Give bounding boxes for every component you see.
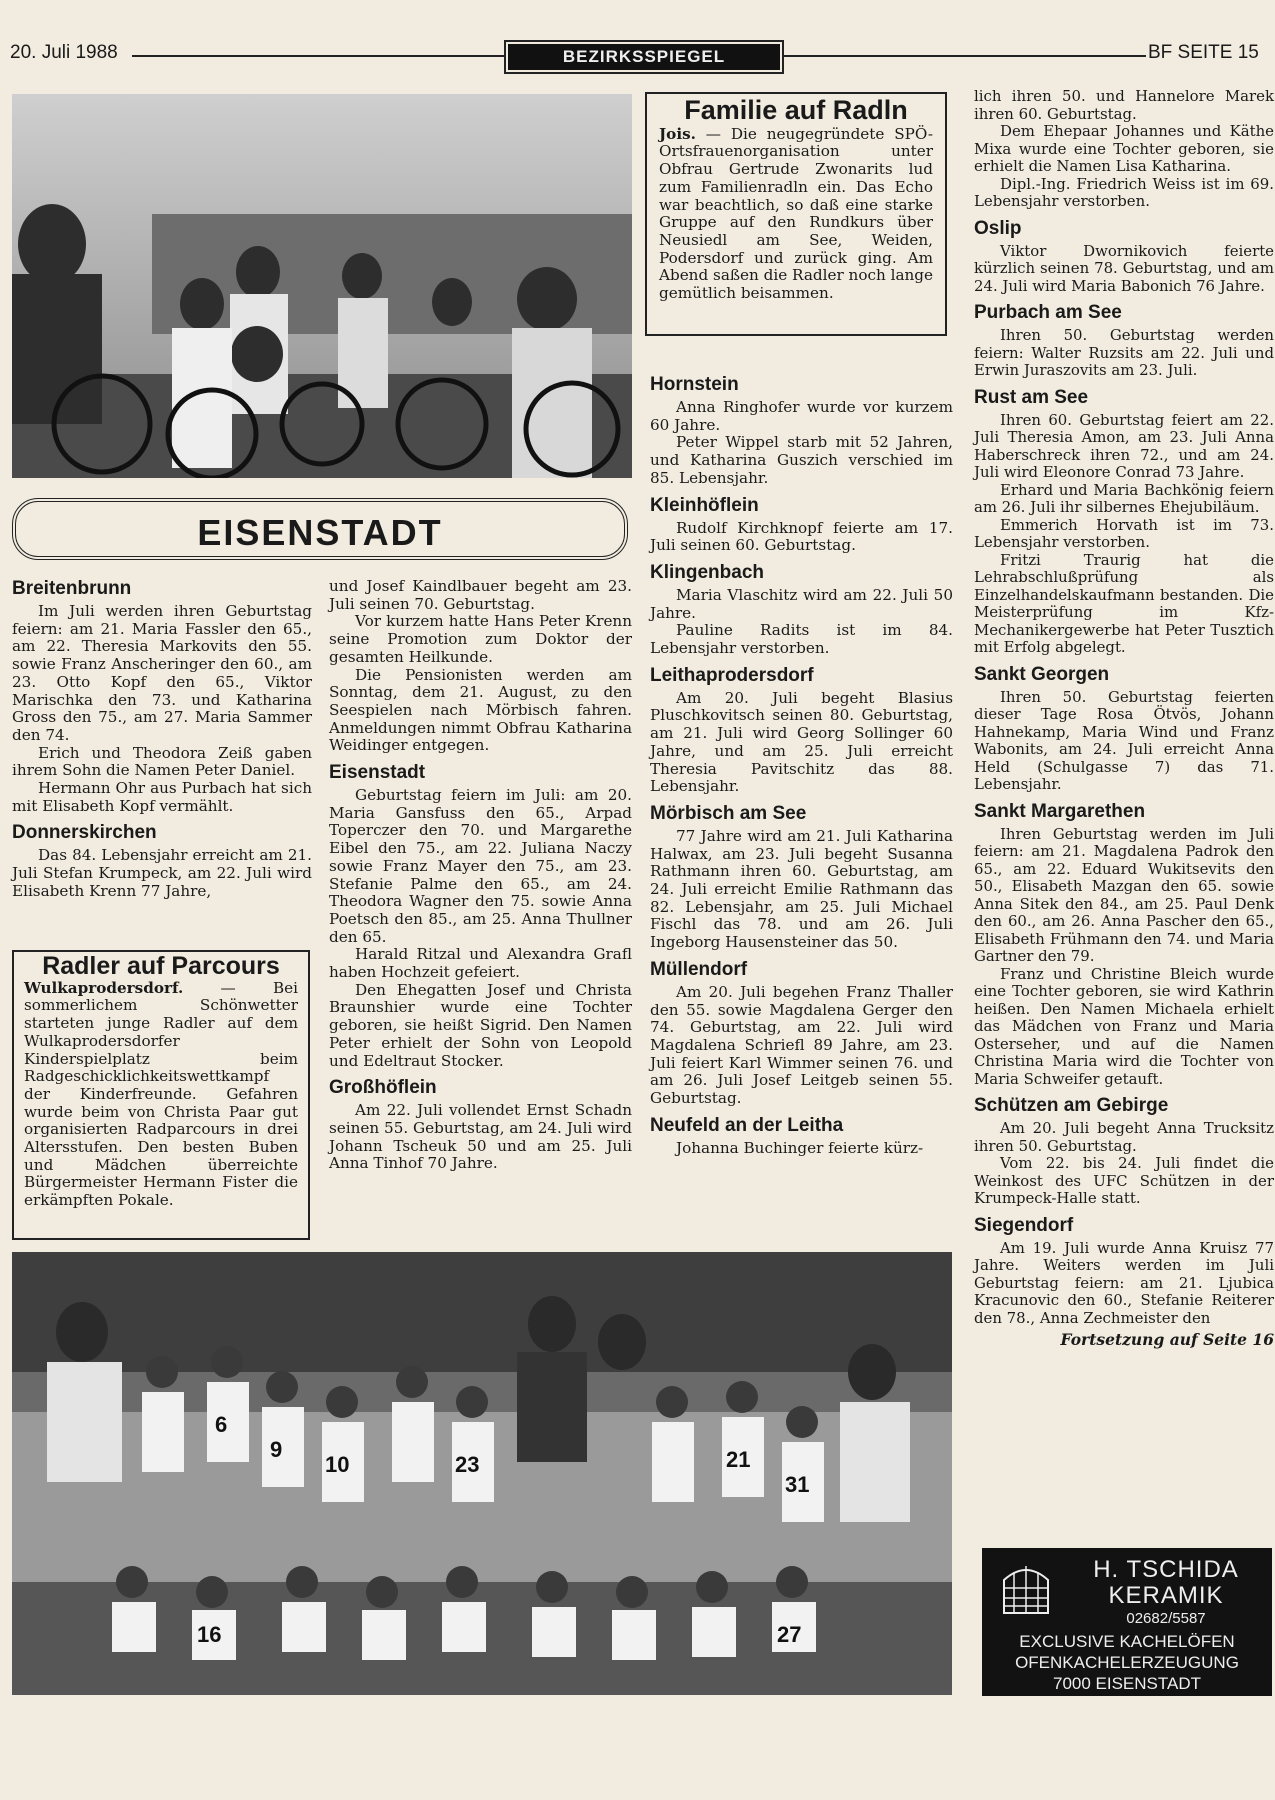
paragraph: Anna Ringhofer wurde vor kurzem 60 Jahre. [650,398,953,434]
paragraph: Erhard und Maria Bachkönig feiern am 26. Juli ihr silbernes Ehejubiläum. [974,480,1274,516]
cyclists-photo-graphic [12,94,632,478]
body-text: — Die neugegründete SPÖ-Ortsfrauenorganisation unter Obfrau Gertrude Zwonarits lud zum Familienradln ein. Das Echo war beachtlich, so daß eine starke Gruppe auf den Rundkurs über Neusiedl am See, Weiden, Podersdorf und zurück ging. Am Abend saßen die Radler noch lange gemütlich beisammen. [659,124,933,303]
locality-heading: Donnerskirchen [12,822,157,844]
ad-line-1: EXCLUSIVE KACHELÖFEN [1019,1632,1235,1651]
locality-heading: Purbach am See [974,302,1122,323]
paragraph: Am 20. Juli begehen Franz Thaller den 55. sowie Magdalena Gerger den 74. Geburtstag, am 22. Juli wird Magdalena Schriefl 89 Jahre, am 23. Juli feiert Karl Wimmer seinen 76. und am 26. Juli Josef Leitgeb seinen 55. Geburtstag. [650,982,953,1108]
paragraph: Ihren 60. Geburtstag feiert am 22. Juli Theresia Amon, am 23. Juli Anna Haberschreck ihren 72., und am 24. Juli wird Eleonore Conrad 73 Jahre. [974,410,1274,481]
locality-heading: Klingenbach [650,561,765,583]
page-date: 20. Juli 1988 [10,42,118,63]
locality-heading: Mörbisch am See [650,802,807,824]
locality-heading: Schützen am Gebirge [974,1095,1169,1116]
paragraph: lich ihren 50. und Hannelore Marek ihren 60. Geburtstag. [974,87,1274,123]
locality-heading: Sankt Georgen [974,663,1110,685]
paragraph: Am 20. Juli begeht Blasius Pluschkovitsch seinen 80. Geburtstag, am 21. Juli wird Georg Sollinger 60 Jahre, und am 25. Juli erreicht Theresia Pavitschitz das 88. Lebensjahr. [650,688,953,796]
column-2 [329,578,632,1173]
bib-number: 27 [777,1622,802,1647]
paragraph: Hermann Ohr aus Purbach hat sich mit Elisabeth Kopf vermählt. [12,779,312,815]
region-banner: EISENSTADT [12,498,628,560]
ad-company-name: H. TSCHIDA [1093,1556,1239,1583]
paragraph: Fritzi Traurig hat die Lehrabschlußprüfung als Einzelhandelskaufmann bestanden. Die Meisterprüfung im Kfz-Mechanikergewerbe hat Peter Tusztich mit Erfolg abgelegt. [974,550,1274,656]
paragraph: Geburtstag feiern im Juli: am 20. Maria Gansfuss den 65., Arpad Toperczer den 70. und Margarethe Eibel den 75., am 22. Juliana Naczy sowie Franz Mayer den 75., am 23. Stefanie Palme den 65., am 24. Theodora Wagner den 75. sowie Anna Poetsch den 85., am 25. Anna Thullner den 65. [329,786,632,946]
children-group-photo [12,1252,952,1695]
locality-heading: Müllendorf [650,958,748,980]
bib-number: 21 [726,1447,751,1472]
paragraph: Ihren 50. Geburtstag feierten dieser Tage Rosa Ötvös, Johann Hahnekamp, Maria Wind und Franz Wabonits, am 24. Juli erreicht Anna Held (Schulgasse 7) das 71. Lebensjahr. [974,687,1274,793]
paragraph: Harald Ritzal und Alexandra Grafl haben Hochzeit gefeiert. [329,945,632,982]
locality-heading: Rust am See [974,386,1089,408]
article-title: Radler auf Parcours [42,952,280,980]
paragraph: Erich und Theodora Zeiß gaben ihrem Sohn die Namen Peter Daniel. [12,743,312,780]
tiled-stove-icon [996,1558,1056,1618]
section-title: BEZIRKSSPIEGEL [508,44,780,70]
paragraph: Peter Wippel starb mit 52 Jahren, und Katharina Guszich verschied im 85. Lebensjahr. [650,433,953,487]
paragraph: Am 20. Juli begeht Anna Trucksitz ihren 50. Geburtstag. [974,1119,1274,1155]
section-badge [504,40,784,74]
paragraph: Rudolf Kirchknopf feierte am 17. Juli seinen 60. Geburtstag. [650,518,953,555]
advertisement-tschida-keramik [982,1548,1272,1696]
paragraph: Ihren 50. Geburtstag werden feiern: Walter Ruzsits am 22. Juli und Erwin Juraszovits am 23. Juli. [974,326,1274,379]
bib-number: 23 [455,1452,480,1477]
column-1 [12,578,312,901]
article-radler-auf-parcours [12,950,310,1240]
article-body [24,980,298,1210]
ad-company-subtitle: KERAMIK [1108,1582,1224,1609]
paragraph: Den Ehegatten Josef und Christa Braunshier wurde eine Tochter geboren, sie heißt Sigrid. Den Namen Peter erhielt der Sohn von Leopold und Edeltraut Stocker. [329,980,632,1070]
paragraph: Ihren Geburtstag werden im Juli feiern: am 21. Magdalena Padrok den 65., am 22. Eduard Wukitsevits den 50., Elisabeth Mazgan den 65. sowie Anna Sitek den 84., am 25. Paul Denk den 60., am 26. Anna Pascher den 65., Elisabeth Frühmann den 74. und Maria Gartner den 79. [974,824,1274,965]
paragraph: Emmerich Horvath ist im 73. Lebensjahr verstorben. [974,515,1274,551]
paragraph: und Josef Kaindlbauer begeht am 23. Juli seinen 70. Geburtstag. [329,577,632,613]
dateline: Wulkaprodersdorf. [24,978,184,997]
locality-heading: Großhöflein [329,1077,437,1099]
article-body [659,126,933,303]
ad-line-3: 7000 EISENSTADT [1052,1674,1202,1693]
article-familie-auf-radln [645,92,947,336]
paragraph: Vor kurzem hatte Hans Peter Krenn seine Promotion zum Doktor der gesamten Heilkunde. [329,612,632,666]
header-rule-left [132,55,504,57]
locality-heading: Hornstein [650,374,739,395]
bib-number: 10 [325,1452,350,1477]
page-number: BF SEITE 15 [1148,42,1259,63]
header-rule-right [784,55,1146,57]
paragraph: Dem Ehepaar Johannes und Käthe Mixa wurde eine Tochter geboren, sie erhielt die Namen Lisa Katharina. [974,122,1274,175]
locality-heading: Siegendorf [974,1214,1074,1236]
locality-heading: Leithaprodersdorf [650,664,814,686]
locality-heading: Neufeld an der Leitha [650,1114,844,1136]
article-title: Familie auf Radln [684,95,908,125]
bib-number: 6 [215,1412,228,1437]
ad-phone: 02682/5587 [1126,1610,1206,1627]
bib-number: 9 [270,1437,283,1462]
paragraph: Viktor Dwornikovich feierte kürzlich seinen 78. Geburtstag, und am 24. Juli wird Maria Babonich 76 Jahre. [974,241,1274,295]
locality-heading: Sankt Margarethen [974,800,1146,822]
bib-number: 16 [197,1622,222,1647]
paragraph: Maria Vlaschitz wird am 22. Juli 50 Jahre. [650,585,953,622]
paragraph: Pauline Radits ist im 84. Lebensjahr verstorben. [650,621,953,658]
dateline: Jois. [659,124,696,143]
paragraph: Das 84. Lebensjahr erreicht am 21. Juli Stefan Krumpeck, am 22. Juli wird Elisabeth Krenn 77 Jahre, [12,846,312,900]
body-text: — Bei sommerlichem Schönwetter starteten junge Radler auf dem Wulkaprodersdorfer Kinderspielplatz beim Radgeschicklichkeitswettkampf der Kinderfreunde. Gefahren wurde beim von Christa Paar gut organisierten Radparcours in drei Altersstufen. Den besten Buben und Mädchen überreichte Bürgermeister Hermann Fister die erkämpften Pokale. [24,978,298,1210]
locality-heading: Oslip [974,217,1022,239]
locality-heading: Breitenbrunn [12,578,132,599]
continued-note: Fortsetzung auf Seite 16 [1060,1330,1274,1349]
paragraph: Johanna Buchinger feierte kürz- [676,1138,924,1157]
paragraph: Die Pensionisten werden am Sonntag, dem 21. August, zu den Seespielen nach Mörbisch fahren. Anmeldungen nimmt Obfrau Katharina Weidinger entgegen. [329,665,632,755]
locality-heading: Eisenstadt [329,762,426,784]
paragraph: Am 19. Juli wurde Anna Kruisz 77 Jahre. Weiters werden im Juli Geburtstag feiern: am 21. Ljubica Kracunovic den 60., Stefanie Reiterer den 78., Anna Zechmeister den [974,1238,1274,1327]
ad-line-2: OFENKACHELERZEUGUNG [1015,1653,1239,1672]
paragraph: 77 Jahre wird am 21. Juli Katharina Halwax, am 23. Juli begeht Susanna Rathmann ihren 60. Geburtstag, am 24. Juli erreicht Emilie Rathmann das 82. Lebensjahr, am 25. Juli Michael Fischl das 78. und am 26. Juli Ingeborg Hausensteiner das 50. [650,826,953,952]
locality-heading: Kleinhöflein [650,494,759,516]
column-4 [974,88,1274,1349]
bib-number: 31 [785,1472,810,1497]
paragraph: Am 22. Juli vollendet Ernst Schadn seinen 55. Geburtstag, am 24. Juli wird Johann Tscheuk 50 und am 25. Juli Anna Tinhof 70 Jahre. [329,1101,632,1173]
cyclists-photo [12,94,632,478]
children-group-photo-graphic [12,1252,952,1695]
paragraph: Dipl.-Ing. Friedrich Weiss ist im 69. Lebensjahr verstorben. [974,174,1274,210]
column-3 [650,374,953,1158]
paragraph: Vom 22. bis 24. Juli findet die Weinkost des UFC Schützen in der Krumpeck-Halle statt. [974,1154,1274,1207]
paragraph: Im Juli werden ihren Geburtstag feiern: am 21. Maria Fassler den 65., am 22. Theresia Markovits den 55. sowie Franz Anscheringer den 60., am 23. Otto Kopf den 65., Viktor Marischka den 73. und Katharina Gross den 75., am 27. Maria Sammer den 74. [12,602,312,744]
paragraph: Franz und Christine Bleich wurde eine Tochter geboren, sie wird Kathrin heißen. Den Namen Michaela erhielt das Mädchen von Franz und Maria Osterseher, und auf die Namen Christina Maria wird die Tochter von Maria Schweifer getauft. [974,964,1274,1088]
